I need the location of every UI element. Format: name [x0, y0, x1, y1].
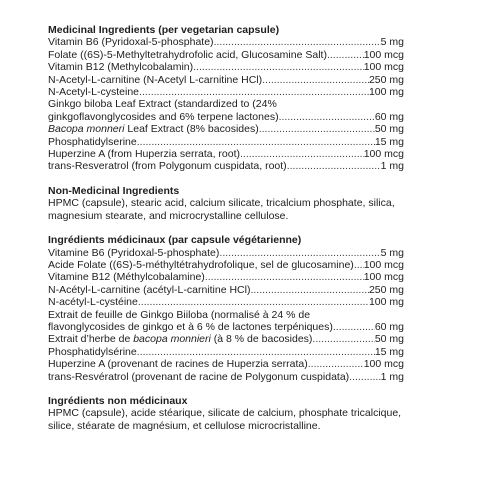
ingredient-name-line1: Extrait de feuille de Ginkgo Biiloba (normalisé à 24 % de — [48, 308, 311, 321]
ingredient-name-line2: ginkgoflavonglycosides and 6% terpene lactones) — [48, 110, 279, 123]
ingredient-amount: 100 mcg — [363, 61, 404, 74]
ingredient-amount: 50 mg — [374, 333, 404, 346]
ingredient-row — [48, 74, 404, 86]
ingredient-name: Folate ((6S)-5-Methyltetrahydrofolic acid, Glucosamine Salt) — [48, 48, 327, 61]
ingredient-name: Acide Folate ((6S)-5-méthyltétrahydrofolique, sel de glucosamine) — [48, 258, 354, 271]
ingredient-amount: 100 mg — [368, 86, 404, 99]
medicinal-ingredients-fr — [48, 234, 460, 383]
ingredient-row — [48, 36, 404, 48]
ingredient-row-ginkgo — [48, 98, 404, 123]
ingredient-name: trans-Resvératrol (provenant de racine de Polygonum cuspidata) — [48, 370, 350, 383]
ingredient-row — [48, 371, 404, 383]
ingredient-name: Phosphatidylsérine — [48, 345, 137, 358]
ingredient-name: Vitamine B12 (Méthylcobalamine) — [48, 271, 205, 284]
ingredient-name: Vitamin B12 (Methylcobalamin) — [48, 61, 194, 74]
ingredient-amount: 100 mcg — [363, 148, 404, 161]
ingredient-name-italic: bacopa monnieri — [133, 333, 211, 346]
ingredient-amount: 15 mg — [374, 135, 404, 148]
section-heading: Medicinal Ingredients (per vegetarian capsule) — [48, 24, 280, 36]
ingredient-row — [48, 160, 404, 172]
section-heading: Ingrédients médicinaux (par capsule végétarienne) — [48, 234, 302, 247]
ingredient-name: N-Acetyl-L-cysteine — [48, 86, 140, 99]
ingredient-amount: 250 mg — [368, 73, 404, 86]
ingredient-amount: 5 mg — [380, 36, 404, 49]
ingredient-row-bacopa — [48, 333, 404, 345]
ingredient-name: Huperzine A (provenant de racines de Huperzia serrata) — [48, 358, 308, 371]
ingredient-row — [48, 259, 404, 271]
ingredient-name: Leaf Extract (8% bacosides) — [124, 123, 259, 136]
ingredient-name: trans-Resveratrol (from Polygonum cuspidata, root) — [48, 160, 287, 173]
ingredient-amount: 100 mcg — [363, 358, 404, 371]
ingredient-row — [48, 86, 404, 98]
ingredient-name: Vitamine B6 (Pyridoxal-5-phosphate) — [48, 246, 220, 259]
ingredient-amount: 50 mg — [374, 123, 404, 136]
non-medicinal-ingredients-fr — [48, 395, 460, 432]
ingredient-name: N-Acétyl-L-carnitine (acétyl-L-carnitine HCl) — [48, 283, 251, 296]
ingredient-name: (à 8 % de bacosides) — [210, 333, 313, 346]
ingredient-amount: 60 mg — [374, 320, 404, 333]
ingredient-row — [48, 284, 404, 296]
ingredient-amount: 5 mg — [380, 246, 404, 259]
ingredient-name: Vitamin B6 (Pyridoxal-5-phosphate) — [48, 36, 214, 49]
ingredient-amount: 60 mg — [374, 110, 404, 123]
non-medicinal-ingredients-en — [48, 185, 460, 222]
ingredient-paragraph: HPMC (capsule), stearic acid, calcium silicate, tricalcium phosphate, silica, magnesium stearate, and microcrystalline cellulose. — [48, 197, 395, 222]
section-heading: Ingrédients non médicinaux — [48, 394, 188, 407]
ingredient-row — [48, 271, 404, 283]
ingredient-row — [48, 61, 404, 73]
ingredient-row — [48, 49, 404, 61]
ingredient-row — [48, 247, 404, 259]
ingredient-amount: 100 mcg — [363, 258, 404, 271]
ingredient-amount: 15 mg — [374, 345, 404, 358]
ingredient-name-line1: Ginkgo biloba Leaf Extract (standardized to (24% — [48, 98, 277, 111]
ingredient-amount: 250 mg — [368, 283, 404, 296]
ingredient-amount: 1 mg — [380, 160, 404, 173]
ingredient-row-ginkgo — [48, 309, 404, 334]
ingredient-row — [48, 136, 404, 148]
ingredient-amount: 100 mcg — [363, 271, 404, 284]
ingredient-row — [48, 148, 404, 160]
medicinal-ingredients-en — [48, 24, 460, 173]
ingredient-name-italic: Bacopa monneri — [48, 123, 125, 136]
ingredient-name: Extrait d’herbe de — [48, 333, 134, 346]
ingredient-amount: 100 mcg — [363, 48, 404, 61]
ingredient-row-bacopa — [48, 123, 404, 135]
ingredient-paragraph: HPMC (capsule), acide stéarique, silicate de calcium, phosphate tricalcique, silice, stéarate de magnésium, et cellulose microcristalline. — [48, 407, 402, 432]
ingredient-name: Phosphatidylserine — [48, 135, 137, 148]
ingredient-amount: 1 mg — [380, 370, 404, 383]
section-heading: Non-Medicinal Ingredients — [48, 184, 180, 197]
ingredient-name: N-acétyl-L-cystéine — [48, 296, 138, 309]
ingredient-amount: 100 mg — [368, 296, 404, 309]
ingredient-row — [48, 296, 404, 308]
ingredient-name: Huperzine A (from Huperzia serrata, root) — [48, 148, 240, 161]
ingredient-row — [48, 346, 404, 358]
ingredient-row — [48, 358, 404, 370]
ingredient-name: N-Acetyl-L-carnitine (N-Acetyl L-carnitine HCl) — [48, 73, 263, 86]
ingredient-name-line2: flavonglycosides de ginkgo et à 6 % de lactones terpéniques) — [48, 320, 333, 333]
